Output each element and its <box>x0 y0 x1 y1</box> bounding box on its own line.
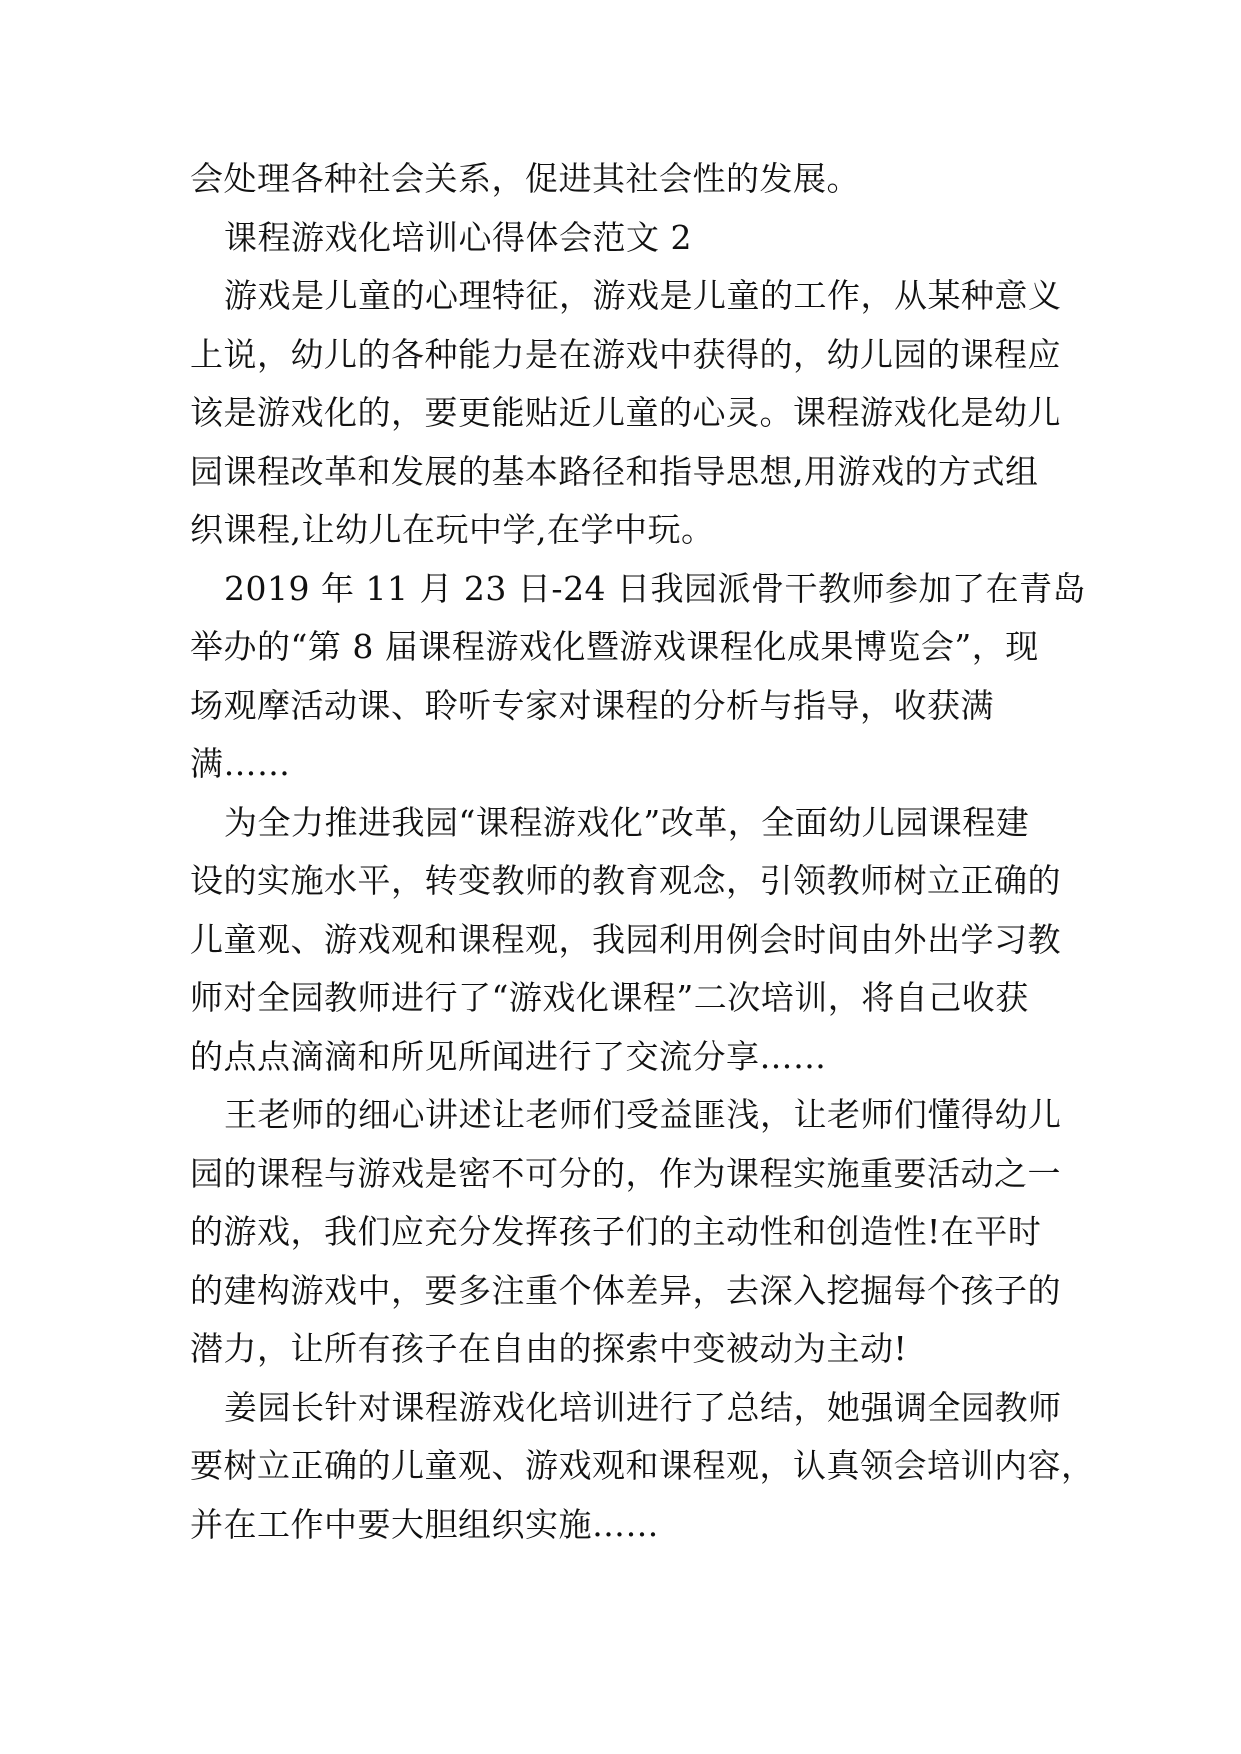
text-line: 织课程,让幼儿在玩中学,在学中玩。 <box>190 510 715 549</box>
text-line: 2019 年 11 月 23 日-24 日我园派骨干教师参加了在青岛 <box>224 568 1087 608</box>
text-line: 潜力，让所有孩子在自由的探索中变被动为主动! <box>190 1329 908 1368</box>
text-line: 满…… <box>190 744 291 783</box>
text-line: 为全力推进我园“课程游戏化”改革，全面幼儿园课程建 <box>224 802 1030 842</box>
text-line: 游戏是儿童的心理特征，游戏是儿童的工作，从某种意义 <box>224 276 1062 315</box>
text-line: 并在工作中要大胆组织实施…… <box>190 1504 659 1544</box>
text-line: 要树立正确的儿童观、游戏观和课程观，认真领会培训内容， <box>190 1446 1095 1485</box>
text-line: 举办的“第 8 届课程游戏化暨游戏课程化成果博览会”，现 <box>190 627 1039 666</box>
section-title: 课程游戏化培训心得体会范文 2 <box>224 217 692 257</box>
text-line: 上说，幼儿的各种能力是在游戏中获得的，幼儿园的课程应 <box>190 334 1061 374</box>
text-line: 园课程改革和发展的基本路径和指导思想,用游戏的方式组 <box>190 451 1039 491</box>
text-line: 会处理各种社会关系，促进其社会性的发展。 <box>190 159 860 198</box>
text-line: 王老师的细心讲述让老师们受益匪浅，让老师们懂得幼儿 <box>224 1095 1062 1134</box>
text-line: 的点点滴滴和所见所闻进行了交流分享…… <box>190 1036 827 1076</box>
text-line: 儿童观、游戏观和课程观，我园利用例会时间由外出学习教 <box>190 919 1061 959</box>
text-line: 该是游戏化的，要更能贴近儿童的心灵。课程游戏化是幼儿 <box>190 393 1061 432</box>
document-body <box>190 150 1095 1554</box>
text-line: 的游戏，我们应充分发挥孩子们的主动性和创造性!在平时 <box>190 1212 1042 1251</box>
text-line: 园的课程与游戏是密不可分的，作为课程实施重要活动之一 <box>190 1153 1061 1193</box>
text-line: 姜园长针对课程游戏化培训进行了总结，她强调全园教师 <box>224 1387 1062 1427</box>
text-line: 场观摩活动课、聆听专家对课程的分析与指导，收获满 <box>190 685 994 725</box>
text-line: 师对全园教师进行了“游戏化课程”二次培训，将自己收获 <box>190 978 1029 1017</box>
text-line: 的建构游戏中，要多注重个体差异，去深入挖掘每个孩子的 <box>190 1270 1061 1310</box>
text-line: 设的实施水平，转变教师的教育观念，引领教师树立正确的 <box>190 861 1061 900</box>
